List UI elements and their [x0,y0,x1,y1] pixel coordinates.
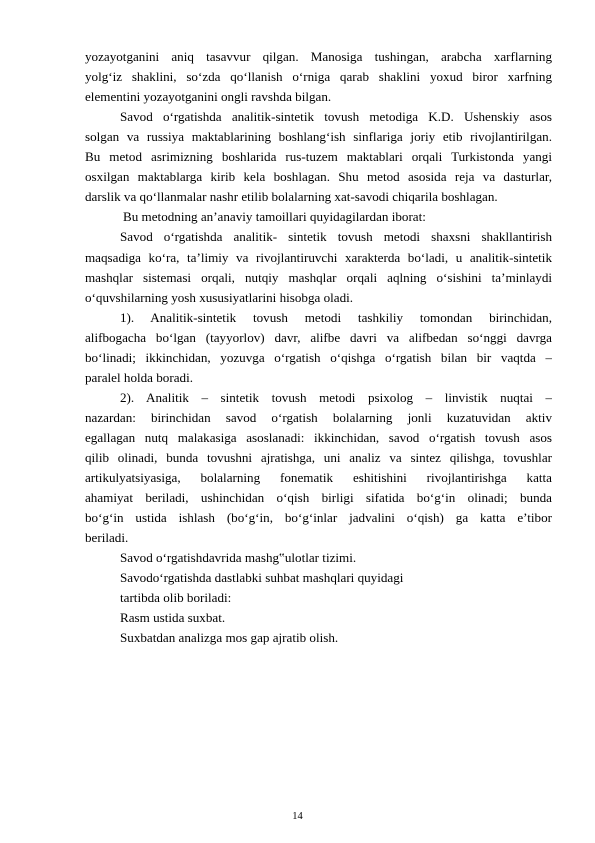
text-line: 1). Analitik-sintetik tovush metodi tashkiliy tomondan birinchidan, [120,309,552,325]
text-line: nazardan: birinchidan savod o‘rgatish bolalarning jonli kuzatuvidan aktiv [85,409,552,425]
text-line: Savodo‘rgatishda dastlabki suhbat mashqlari quyidagi [120,570,404,586]
text-line: bo‘g‘in ustida ishlash (bo‘g‘in, bo‘g‘inlar jadvalini o‘qish) ga katta e’tibor [85,510,552,526]
text-line: tartibda olib boriladi: [120,590,232,606]
text-line: yozayotganini aniq tasavvur qilgan. Manosiga tushingan, arabcha xarflarning [85,49,552,64]
text-line: Savod o‘rgatishdavrida mashg‟ulotlar tizimi. [120,550,357,566]
text-line: Suxbatdan analizga mos gap ajratib olish. [120,630,339,646]
text-line: elementini yozayotganini ongli ravshda bilgan. [85,89,332,105]
text-line: ahamiyat beriladi, ushinchidan o‘qish birligi sifatida bo‘g‘in olinadi; bunda [85,490,552,506]
text-line: mashqlar sistemasi orqali, nutqiy mashqlar orqali aqlning o‘sishini ta’minlaydi [85,269,552,285]
text-line: Bu metod asrimizning boshlarida rus-tuzem maktablari orqali Turkistonda yangi [85,149,552,165]
text-line: paralel holda boradi. [85,369,193,385]
text-line: egallagan nutq malakasiga asoslanadi: ikkinchidan, savod o‘rgatish tovush asos [85,429,552,445]
text-line: 2). Analitik – sintetik tovush metodi psixolog – linvistik nuqtai – [120,389,552,405]
text-line: qilib olinadi, bunda tovushni ajratishga, uni analiz va sintez qilishga, tovushlar [85,450,552,465]
text-line: Savod o‘rgatishda analitik-sintetik tovush metodiga K.D. Ushenskiy asos [120,109,552,125]
text-line: alifbogacha bo‘lgan (tayyorlov) davr, alifbe davri va alifbedan so‘nggi davrga [85,329,552,345]
text-line: yolg‘iz shaklini, so‘zda qo‘llanish o‘rniga qarab shaklini yoxud biror xarfning [85,69,552,85]
text-line: artikulyatsiyasiga, bolalarning fonematik eshitishini rivojlantirishga katta [85,470,552,486]
text-line: solgan va russiya maktablarining boshlang‘ish sinflariga joriy etib rivojlantirilgan. [85,129,552,145]
page-number: 14 [292,811,303,822]
text-line: darslik va qo‘llanmalar nashr etilib bolalarning xat-savodi chiqarila boshlagan. [85,189,498,205]
text-line: Bu metodning an’anaviy tamoillari quyidagilardan iborat: [123,209,426,225]
text-line: o‘quvshilarning yosh xususiyatlarini hisobga oladi. [85,289,354,305]
text-line: maqsadiga ko‘ra, ta’limiy va rivojlantiruvchi xarakterda bo‘ladi, u analitik-sintetik [85,249,552,265]
text-line: osxilgan maktablarga kirib kela boshlagan. Shu metod asosida reja va dasturlar, [85,169,552,185]
text-line: beriladi. [85,530,129,546]
text-line: Rasm ustida suxbat. [120,610,226,626]
text-line: Savod o‘rgatishda analitik- sintetik tovush metodi shaxsni shakllantirish [120,229,552,245]
text-line: bo‘linadi; ikkinchidan, yozuvga o‘rgatish o‘qishga o‘rgatish bilan bir vaqtda – [85,349,552,365]
